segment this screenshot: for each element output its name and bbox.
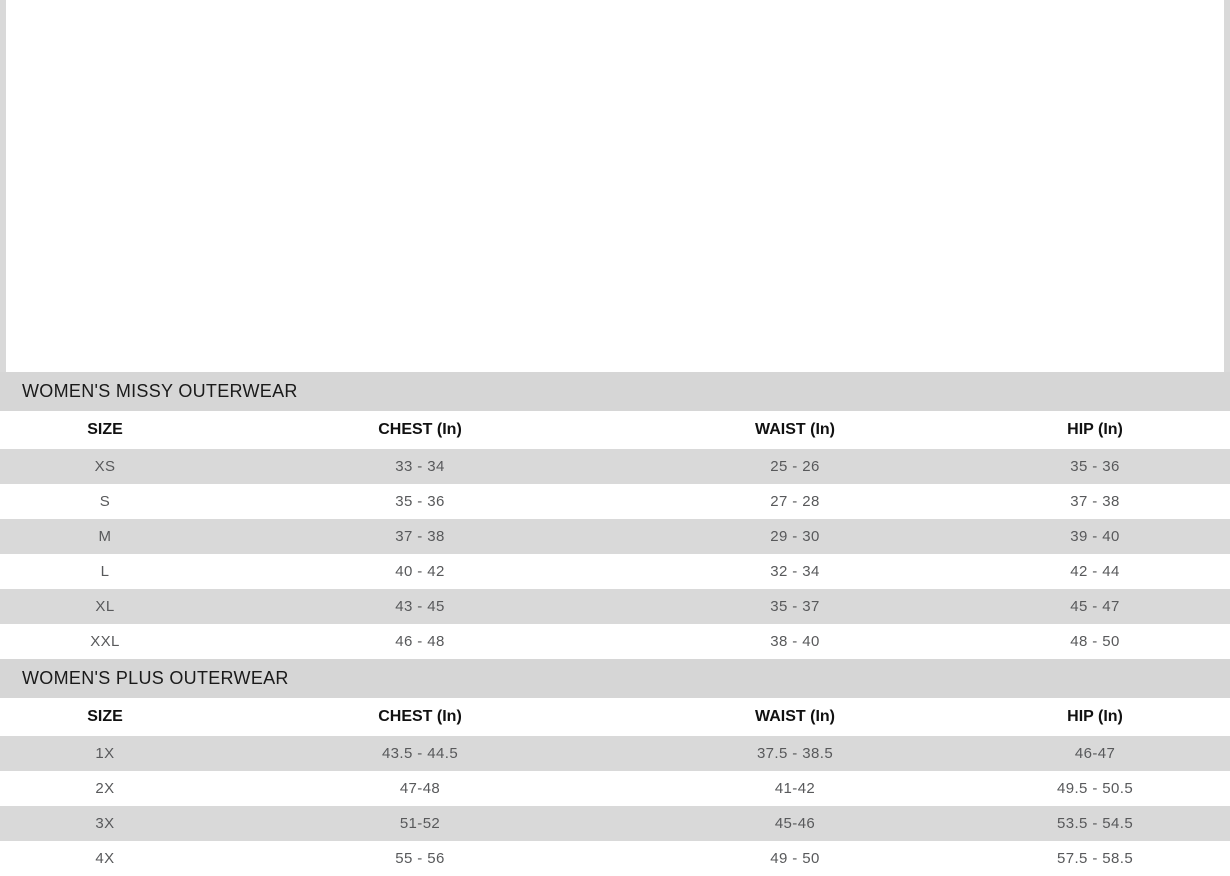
- section-title-missy: WOMEN'S MISSY OUTERWEAR: [0, 372, 1230, 411]
- cell-hip: 48 - 50: [960, 624, 1230, 659]
- cell-size: XS: [0, 449, 210, 484]
- cell-hip: 53.5 - 54.5: [960, 806, 1230, 841]
- table-row: [0, 806, 1230, 841]
- cell-size: 1X: [0, 736, 210, 771]
- column-header-size: SIZE: [0, 411, 210, 449]
- column-header-hip: HIP (In): [960, 698, 1230, 736]
- cell-chest: 37 - 38: [210, 519, 630, 554]
- cell-chest: 33 - 34: [210, 449, 630, 484]
- cell-chest: 43.5 - 44.5: [210, 736, 630, 771]
- size-table-missy: [0, 372, 1230, 659]
- table-header-row: [0, 411, 1230, 449]
- cell-hip: 39 - 40: [960, 519, 1230, 554]
- cell-size: XL: [0, 589, 210, 624]
- section-title-row: [0, 659, 1230, 698]
- cell-size: L: [0, 554, 210, 589]
- cell-chest: 46 - 48: [210, 624, 630, 659]
- size-tables-container: [0, 372, 1230, 876]
- cell-hip: 46-47: [960, 736, 1230, 771]
- cell-chest: 35 - 36: [210, 484, 630, 519]
- column-header-chest: CHEST (In): [210, 698, 630, 736]
- cell-size: S: [0, 484, 210, 519]
- table-header-row: [0, 698, 1230, 736]
- cell-waist: 29 - 30: [630, 519, 960, 554]
- column-header-waist: WAIST (In): [630, 698, 960, 736]
- cell-waist: 49 - 50: [630, 841, 960, 876]
- column-header-hip: HIP (In): [960, 411, 1230, 449]
- cell-size: XXL: [0, 624, 210, 659]
- cell-waist: 32 - 34: [630, 554, 960, 589]
- cell-size: 4X: [0, 841, 210, 876]
- cell-hip: 45 - 47: [960, 589, 1230, 624]
- cell-waist: 45-46: [630, 806, 960, 841]
- cell-chest: 55 - 56: [210, 841, 630, 876]
- table-row: [0, 484, 1230, 519]
- cell-hip: 35 - 36: [960, 449, 1230, 484]
- table-row: [0, 624, 1230, 659]
- table-row: [0, 736, 1230, 771]
- column-header-size: SIZE: [0, 698, 210, 736]
- section-title-row: [0, 372, 1230, 411]
- cell-hip: 49.5 - 50.5: [960, 771, 1230, 806]
- cell-waist: 41-42: [630, 771, 960, 806]
- cell-chest: 40 - 42: [210, 554, 630, 589]
- column-header-waist: WAIST (In): [630, 411, 960, 449]
- cell-chest: 43 - 45: [210, 589, 630, 624]
- cell-waist: 25 - 26: [630, 449, 960, 484]
- cell-waist: 27 - 28: [630, 484, 960, 519]
- cell-hip: 37 - 38: [960, 484, 1230, 519]
- column-header-chest: CHEST (In): [210, 411, 630, 449]
- blank-top-area: [0, 0, 1230, 372]
- table-row: [0, 589, 1230, 624]
- cell-waist: 35 - 37: [630, 589, 960, 624]
- cell-chest: 51-52: [210, 806, 630, 841]
- cell-hip: 42 - 44: [960, 554, 1230, 589]
- cell-waist: 38 - 40: [630, 624, 960, 659]
- cell-chest: 47-48: [210, 771, 630, 806]
- table-row: [0, 449, 1230, 484]
- table-row: [0, 841, 1230, 876]
- size-table-plus: [0, 659, 1230, 876]
- cell-waist: 37.5 - 38.5: [630, 736, 960, 771]
- table-row: [0, 771, 1230, 806]
- cell-hip: 57.5 - 58.5: [960, 841, 1230, 876]
- cell-size: M: [0, 519, 210, 554]
- table-row: [0, 519, 1230, 554]
- table-row: [0, 554, 1230, 589]
- section-title-plus: WOMEN'S PLUS OUTERWEAR: [0, 659, 1230, 698]
- cell-size: 3X: [0, 806, 210, 841]
- cell-size: 2X: [0, 771, 210, 806]
